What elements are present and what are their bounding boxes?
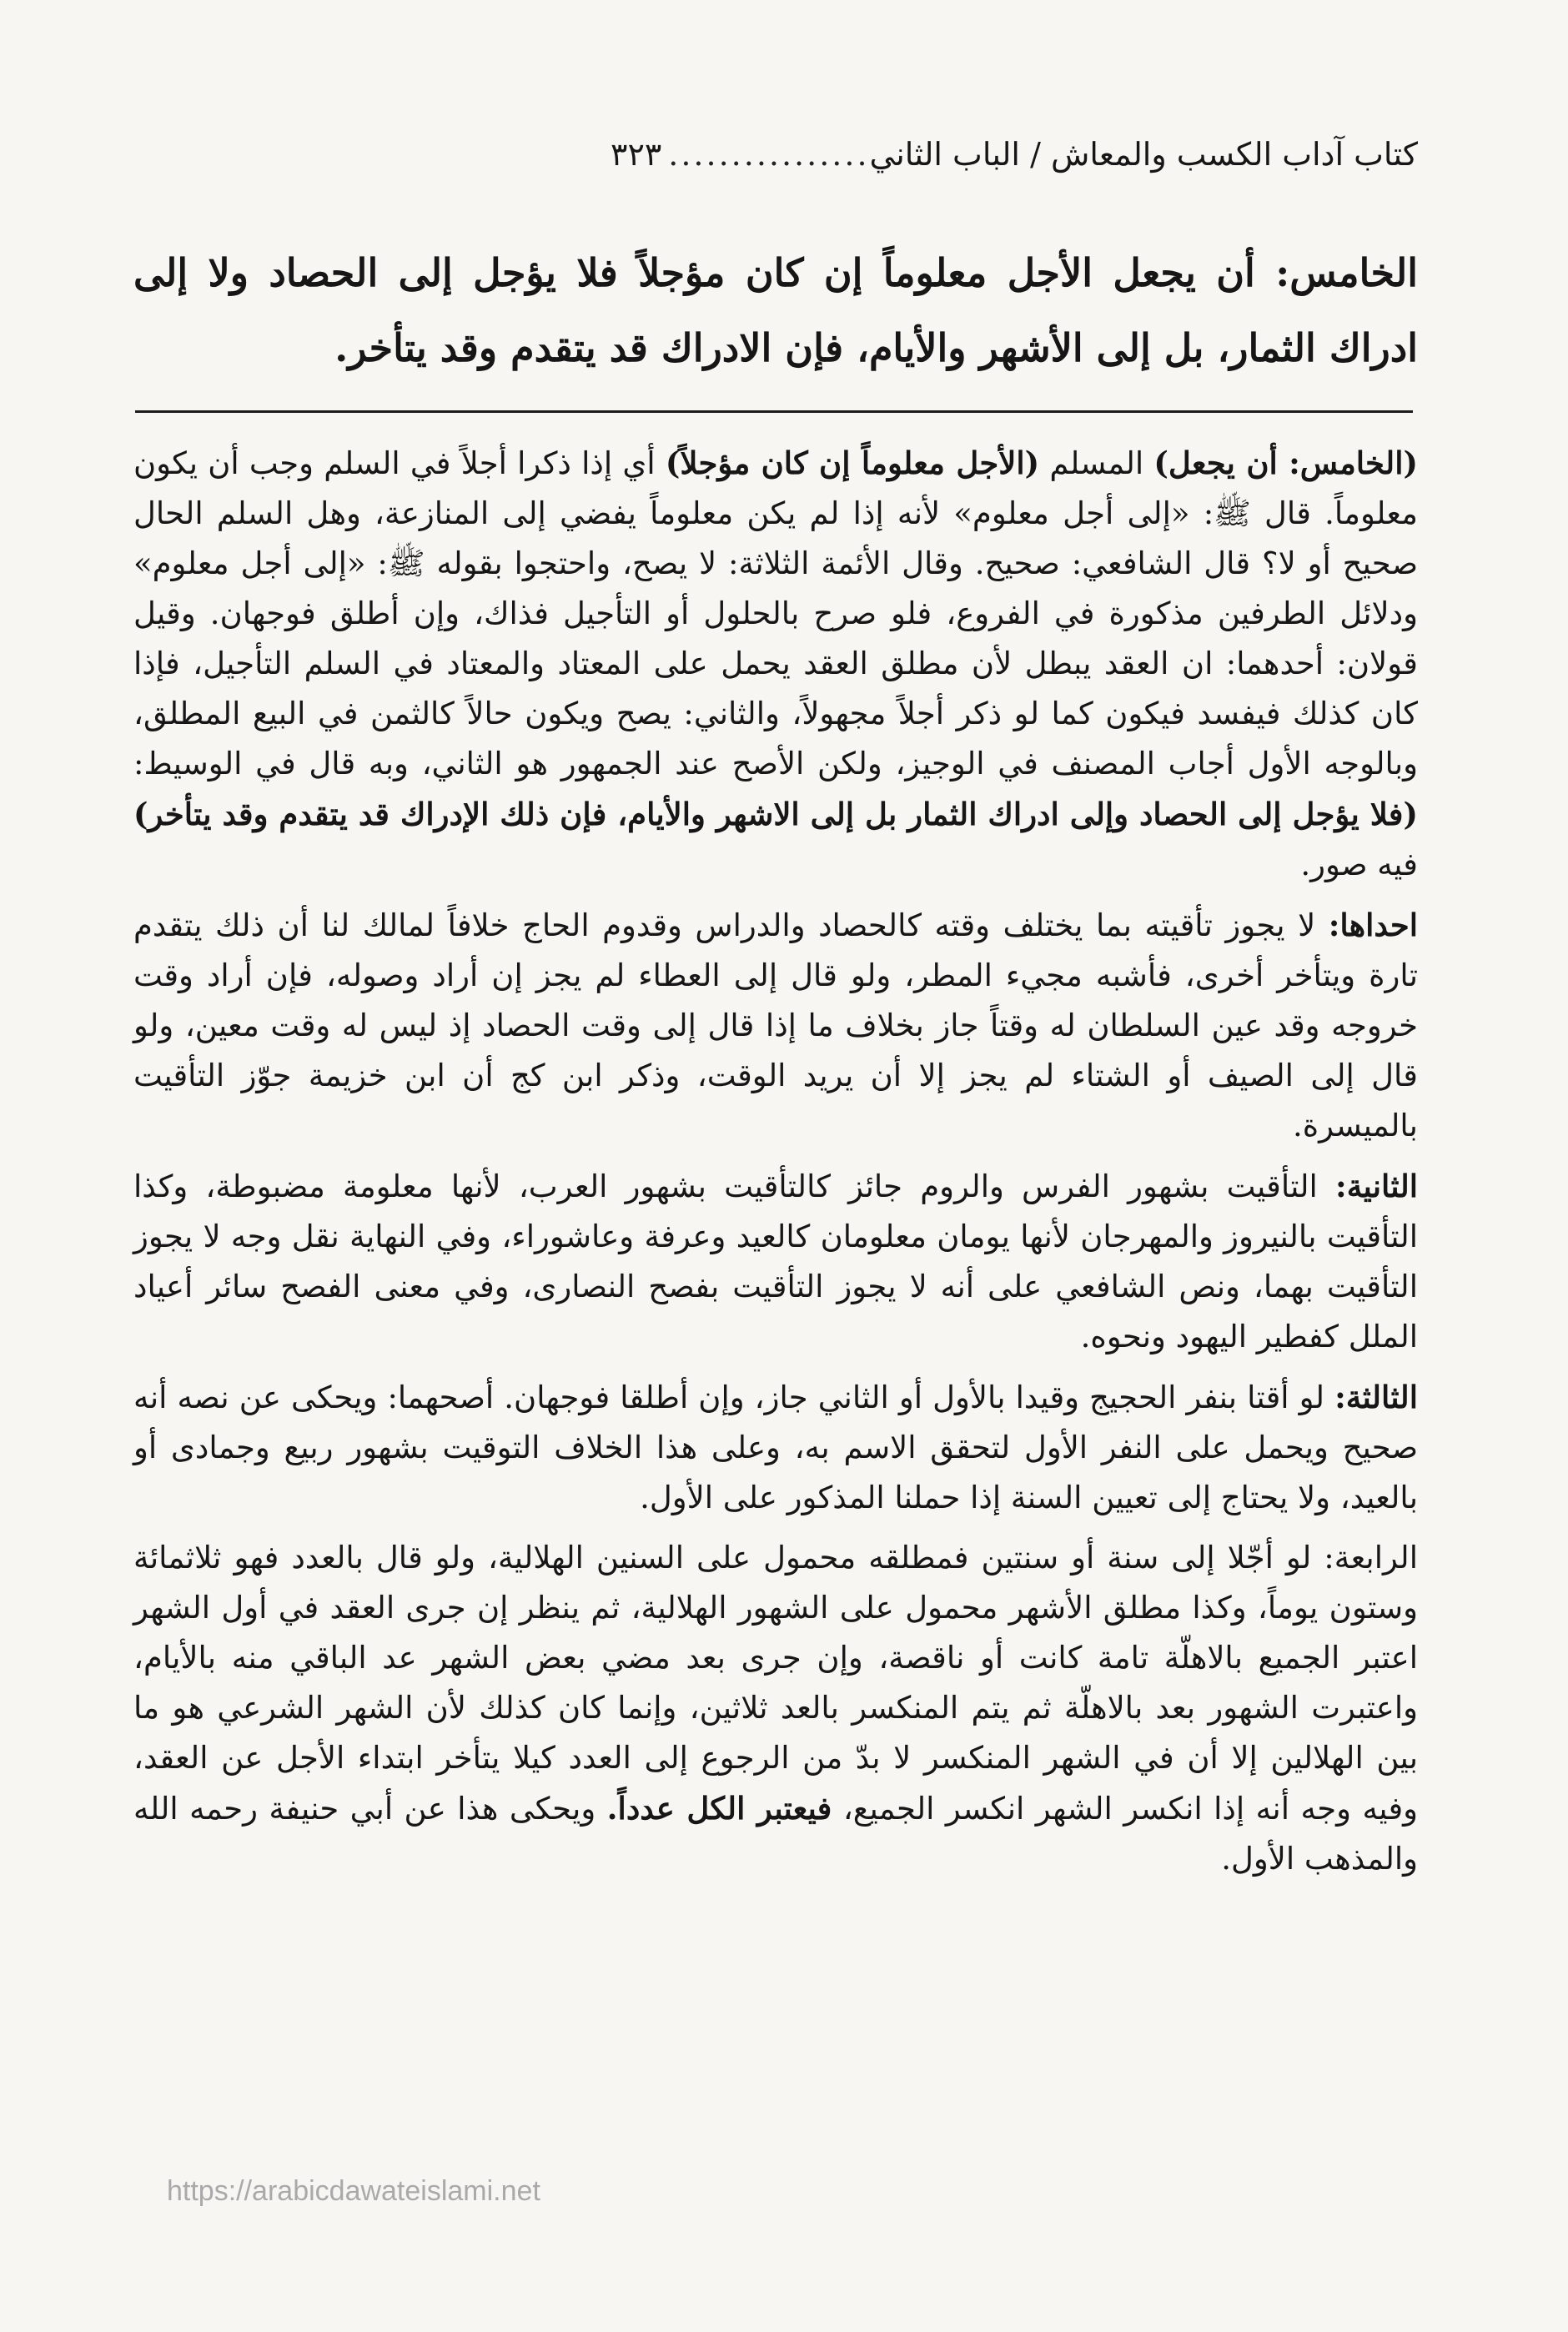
commentary-emphasis: فيعتبر الكل عدداً. [606, 1790, 832, 1827]
commentary-text: ويحكى هذا عن أبي حنيفة رحمه الله والمذهب الأول. [133, 1791, 1418, 1877]
header-title: كتاب آداب الكسب والمعاش / الباب الثاني [869, 136, 1418, 173]
commentary-paragraph-4 [133, 1372, 1418, 1523]
commentary-text: لو أقتا بنفر الحجيج وقيدا بالأول أو الثاني جاز، وإن أطلقا فوجهان. أصحهما: ويحكى عن نصه أنه صحيح ويحمل على النفر الأول لتحقق الاسم به، وعلى هذا الخلاف التوقيت بشهور ربيع وجمادى أو بالعيد، ولا يحتاج إلى تعيين السنة إذا حملنا المذكور على الأول. [133, 1380, 1418, 1515]
watermark-url: https://arabicdawateislami.net [167, 2175, 540, 2207]
matn-lead: الخامس: [1275, 250, 1419, 295]
commentary-text: لو أجّلا إلى سنة أو سنتين فمطلقه محمول على السنين الهلالية، ولو قال بالعدد فهو ثلاثمائة وستون يوماً، وكذا مطلق الأشهر محمول على الشهور الهلالية، ثم ينظر إن جرى العقد في أول الشهر اعتبر الجميع بالاهلّة تامة كانت أو ناقصة، وإن جرى بعد مضي بعض الشهر عد الباقي منه بالأيام، واعتبرت الشهور بعد بالاهلّة ثم يتم المنكسر بالعد ثلاثين، وإنما كان كذلك لأن الشهر الشرعي هو ما بين الهلالين إلا أن في الشهر المنكسر لا بدّ من الرجوع إلى العدد كيلا يتأخر ابتداء الأجل عن العقد، وفيه وجه أنه إذا انكسر الشهر انكسر الجميع، [133, 1540, 1419, 1827]
paragraph-lead: الثالثة: [1334, 1379, 1418, 1415]
quoted-matn: (الأجل معلوماً إن كان مؤجلاً) [665, 445, 1040, 481]
paragraph-lead: احداها: [1328, 907, 1418, 943]
commentary-paragraph-5 [133, 1533, 1418, 1884]
quoted-matn: (فلا يؤجل إلى الحصاد وإلى ادراك الثمار بل إلى الاشهر والأيام، فإن ذلك الإدراك قد يتقدم وقد يتأخر) [133, 796, 1418, 832]
matn-text [133, 235, 1418, 385]
commentary-text: أي إذا ذكرا أجلاً في السلم وجب أن يكون معلوماً. قال ﷺ: «إلى أجل معلوم» لأنه إذا لم يكن معلوماً يفضي إلى المنازعة، وهل السلم الحال صحيح أو لا؟ قال الشافعي: صحيح. وقال الأئمة الثلاثة: لا يصح، واحتجوا بقوله ﷺ: «إلى أجل معلوم» ودلائل الطرفين مذكورة في الفروع، فلو صرح بالحلول أو التأجيل فذاك، وإن أطلق فوجهان. وقيل قولان: أحدهما: ان العقد يبطل لأن مطلق العقد يحمل على المعتاد والمعتاد في السلم التأجيل، فإذا كان كذلك فيفسد فيكون كما لو ذكر أجلاً مجهولاً، والثاني: يصح ويكون حالاً كالثمن في البيع المطلق، وبالوجه الأول أجاب المصنف في الوجيز، ولكن الأصح عند الجمهور هو الثاني، وبه قال في الوسيط: [133, 445, 1418, 782]
commentary [133, 438, 1418, 1894]
running-header [133, 125, 1418, 183]
separator-rule [135, 410, 1413, 413]
commentary-text: لا يجوز تأقيته بما يختلف وقته كالحصاد والدراس وقدوم الحاج خلافاً لمالك لنا أن ذلك يتقدم تارة ويتأخر أخرى، فأشبه مجيء المطر، ولو قال إلى العطاء لم يجز إن أراد وصوله، فإن أراد وقت خروجه وقد عين السلطان له وقتاً جاز بخلاف ما إذا قال إلى وقت الحصاد إذ ليس له وقت معين، ولو قال إلى الصيف أو الشتاء لم يجز إلا أن يريد الوقت، وذكر ابن كج أن ابن خزيمة جوّز التأقيت بالميسرة. [133, 907, 1418, 1143]
matn-body: أن يجعل الأجل معلوماً إن كان مؤجلاً فلا يؤجل إلى الحصاد ولا إلى ادراك الثمار، بل إلى الأشهر والأيام، فإن الادراك قد يتقدم وقد يتأخر. [133, 250, 1418, 370]
commentary-paragraph-1 [133, 438, 1418, 890]
commentary-text: فيه صور. [1300, 847, 1418, 882]
paragraph-lead: الثانية: [1335, 1168, 1418, 1204]
commentary-text: المسلم [1049, 445, 1144, 481]
header-leader-dots: ................ [668, 136, 870, 173]
quoted-matn: (الخامس: أن يجعل) [1153, 445, 1418, 481]
commentary-paragraph-2 [133, 900, 1418, 1151]
paragraph-lead: الرابعة: [1324, 1540, 1418, 1576]
commentary-text: التأقيت بشهور الفرس والروم جائز كالتأقيت بشهور العرب، لأنها معلومة مضبوطة، وكذا التأقيت بالنيروز والمهرجان لأنها يومان معلومان كالعيد وعرفة وعاشوراء، وفي النهاية نقل وجه لا يجوز التأقيت بهما، ونص الشافعي على أنه لا يجوز التأقيت بفصح النصارى، وفي معنى الفصح سائر أعياد الملل كفطير اليهود ونحوه. [133, 1169, 1418, 1354]
commentary-paragraph-3 [133, 1161, 1418, 1362]
page-number: ٣٢٣ [611, 136, 662, 173]
